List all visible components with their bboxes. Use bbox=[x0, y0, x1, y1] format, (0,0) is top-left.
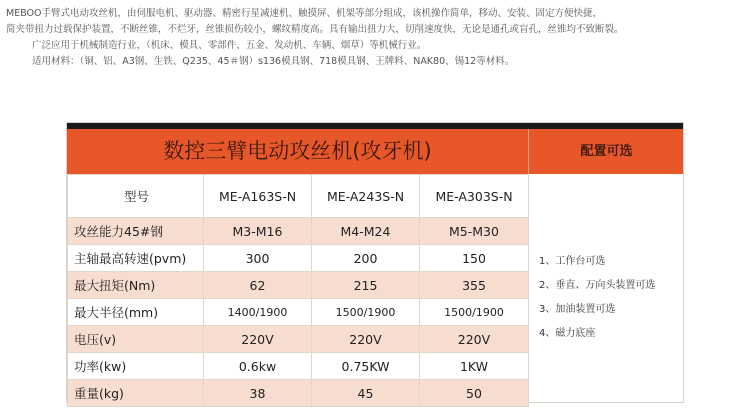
cell-value: 220V bbox=[312, 326, 420, 353]
cell-value: 38 bbox=[204, 380, 312, 407]
table-row bbox=[68, 380, 529, 407]
cell-value: M5-M30 bbox=[420, 218, 529, 245]
cell-value: 0.75KW bbox=[312, 353, 420, 380]
spec-title-bar bbox=[67, 129, 683, 174]
spec-title: 数控三臂电动攻丝机(攻牙机) bbox=[163, 139, 432, 163]
table-row bbox=[68, 353, 529, 380]
table-row bbox=[68, 245, 529, 272]
table-header-row bbox=[68, 175, 529, 218]
cell-value: 1400/1900 bbox=[204, 299, 312, 326]
row-label: 功率(kw) bbox=[68, 353, 204, 380]
option-item: 3、加油装置可选 bbox=[539, 304, 616, 315]
cell-value: 300 bbox=[204, 245, 312, 272]
table-row bbox=[68, 299, 529, 326]
cell-value: 62 bbox=[204, 272, 312, 299]
option-item: 1、工作台可选 bbox=[539, 256, 606, 267]
header-label: 型号 bbox=[68, 175, 204, 218]
cell-value: 1500/1900 bbox=[312, 299, 420, 326]
cell-value: 220V bbox=[420, 326, 529, 353]
row-label: 最大半径(mm) bbox=[68, 299, 204, 326]
row-label: 最大扭矩(Nm) bbox=[68, 272, 204, 299]
options-panel bbox=[528, 174, 683, 402]
cell-value: 200 bbox=[312, 245, 420, 272]
cell-value: 50 bbox=[420, 380, 529, 407]
row-label: 电压(v) bbox=[68, 326, 204, 353]
cell-value: M4-M24 bbox=[312, 218, 420, 245]
option-item: 4、磁力底座 bbox=[539, 328, 596, 339]
options-list bbox=[539, 250, 655, 346]
cell-value: 45 bbox=[312, 380, 420, 407]
description-line-1: MEBOO手臂式电动攻丝机，由伺服电机、驱动器、精密行星减速机、触摸屏、机架等部分组成，该机操作简单，移动、安装、固定方便快捷， bbox=[6, 8, 603, 19]
cell-value: 215 bbox=[312, 272, 420, 299]
cell-value: 1500/1900 bbox=[420, 299, 529, 326]
model-name: ME-A163S-N bbox=[204, 175, 312, 218]
options-title: 配置可选 bbox=[528, 129, 684, 174]
spec-table bbox=[67, 174, 529, 407]
table-row bbox=[68, 326, 529, 353]
row-label: 重量(kg) bbox=[68, 380, 204, 407]
cell-value: 220V bbox=[204, 326, 312, 353]
cell-value: M3-M16 bbox=[204, 218, 312, 245]
description-line-4: 适用材料：（铜、铝、A3钢、生铁、Q235、45＃钢）s136模具钢、718模具钢、王牌料、NAK80、锡12等材料。 bbox=[32, 56, 515, 67]
cell-value: 1KW bbox=[420, 353, 529, 380]
cell-value: 355 bbox=[420, 272, 529, 299]
description-line-2: 简夹带扭力过载保护装置，不断丝锥，不烂牙，丝锥损伤较小，螺纹精度高。具有输出扭力大，切削速度快，无论是通孔或盲孔，丝锥均不致断裂。 bbox=[6, 24, 624, 35]
model-name: ME-A243S-N bbox=[312, 175, 420, 218]
table-row bbox=[68, 218, 529, 245]
table-row bbox=[68, 272, 529, 299]
spec-table-panel bbox=[66, 122, 684, 403]
cell-value: 0.6kw bbox=[204, 353, 312, 380]
row-label: 主轴最高转速(pvm) bbox=[68, 245, 204, 272]
product-description bbox=[6, 6, 746, 70]
cell-value: 150 bbox=[420, 245, 529, 272]
description-line-3: 广泛应用于机械制造行业，（机床、模具、零部件、五金、发动机、车辆、烟草）等机械行业。 bbox=[32, 40, 427, 51]
row-label: 攻丝能力45#钢 bbox=[68, 218, 204, 245]
option-item: 2、垂直、万向头装置可选 bbox=[539, 280, 656, 291]
model-name: ME-A303S-N bbox=[420, 175, 529, 218]
